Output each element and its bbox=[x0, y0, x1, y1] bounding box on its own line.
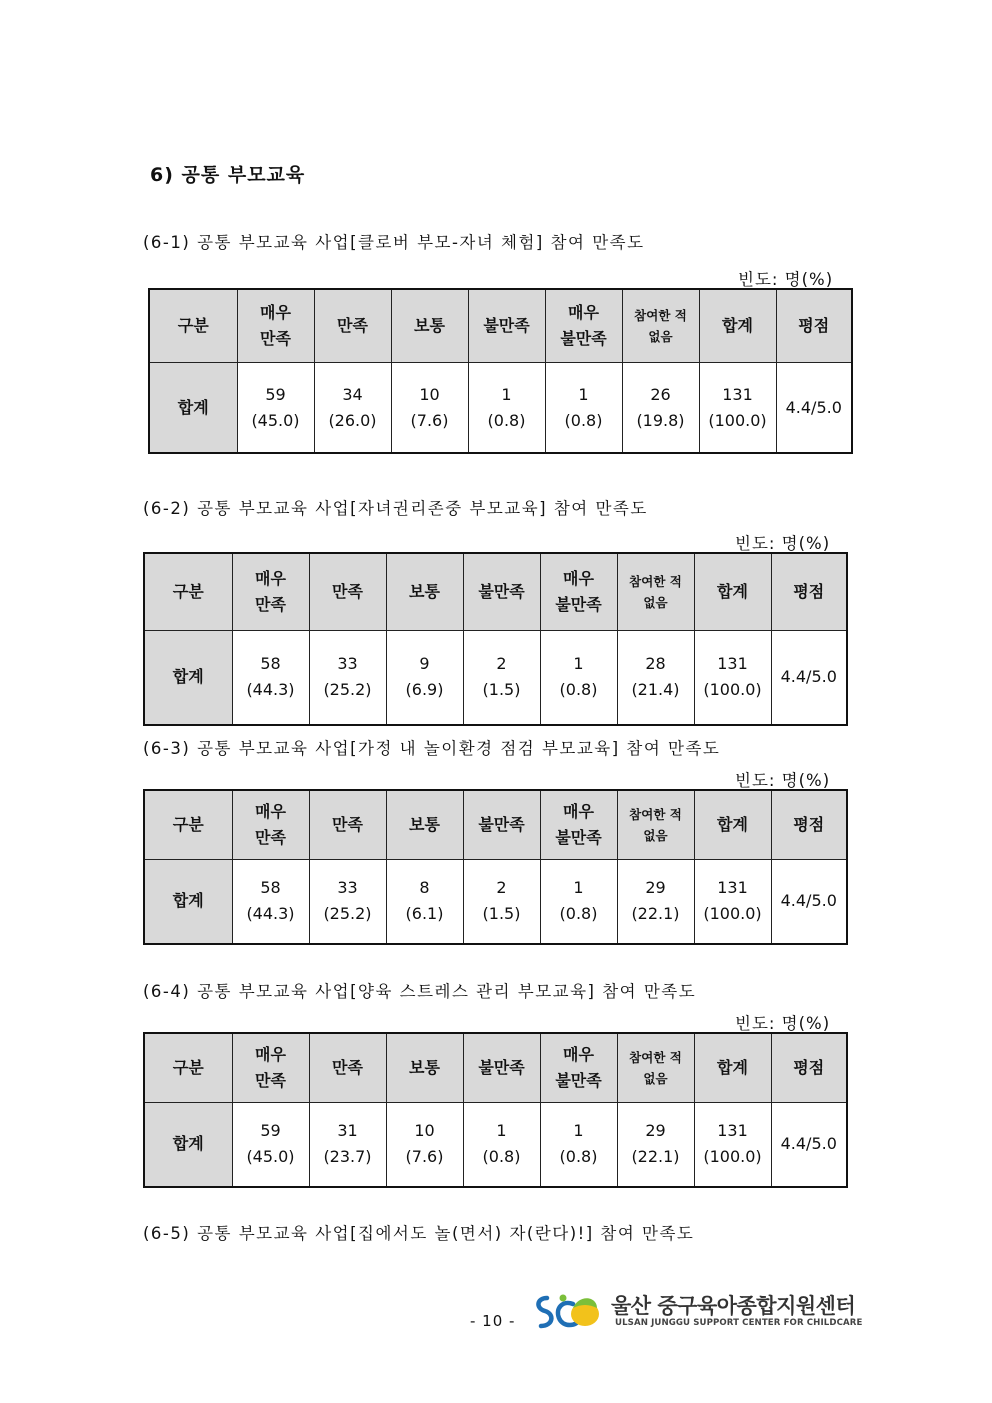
column-header bbox=[771, 790, 847, 859]
cell-percent: (45.0) bbox=[246, 1147, 295, 1167]
table-cell bbox=[232, 1102, 309, 1187]
column-header-line: 만족 bbox=[332, 1057, 363, 1077]
cell-count: 10 bbox=[419, 384, 440, 404]
cell-percent: (25.2) bbox=[323, 904, 372, 924]
cell-count: 8 bbox=[419, 878, 430, 898]
column-header-line: 참여한 적 bbox=[634, 308, 687, 324]
column-header bbox=[540, 790, 617, 859]
org-name-english: ULSAN JUNGGU SUPPORT CENTER FOR CHILDCARE bbox=[615, 1318, 863, 1328]
cell-percent: (0.8) bbox=[559, 1147, 598, 1167]
cell-count: 31 bbox=[337, 1121, 358, 1141]
row-label: 합계 bbox=[144, 630, 232, 725]
cell-count: 9 bbox=[419, 654, 430, 674]
table-cell bbox=[314, 363, 391, 453]
column-header bbox=[149, 289, 237, 363]
cell-percent: (7.6) bbox=[405, 1147, 444, 1167]
cell-percent: (19.8) bbox=[636, 410, 685, 430]
cell-count: 1 bbox=[578, 384, 589, 404]
table-cell bbox=[468, 363, 545, 453]
column-header-line: 매우 bbox=[255, 801, 286, 821]
cell-percent: (44.3) bbox=[246, 904, 295, 924]
column-header-line: 불만족 bbox=[555, 1070, 602, 1090]
cell-count: 1 bbox=[501, 384, 512, 404]
column-header-line: 만족 bbox=[260, 329, 291, 349]
table-cell bbox=[309, 630, 386, 725]
column-header-line: 만족 bbox=[332, 814, 363, 834]
column-header-line: 만족 bbox=[332, 581, 363, 601]
cell-count: 28 bbox=[645, 654, 666, 674]
column-header-line: 만족 bbox=[255, 1070, 286, 1090]
column-header-line: 참여한 적 bbox=[629, 573, 682, 589]
column-header bbox=[232, 1033, 309, 1102]
column-header-line: 매우 bbox=[563, 801, 594, 821]
column-header-line: 없음 bbox=[648, 329, 673, 345]
table-cell bbox=[617, 630, 694, 725]
cell-percent: (100.0) bbox=[703, 1147, 762, 1167]
table-caption: (6-3) 공통 부모교육 사업[가정 내 놀이환경 점검 부모교육] 참여 만족도 bbox=[143, 739, 721, 758]
table-header-row bbox=[144, 553, 847, 630]
org-name-korean: 울산 중구육아종합지원센터 bbox=[611, 1294, 856, 1318]
table-cell bbox=[309, 1102, 386, 1187]
table-cell bbox=[617, 859, 694, 944]
column-header bbox=[309, 1033, 386, 1102]
cell-percent: (22.1) bbox=[631, 1147, 680, 1167]
table-cell bbox=[545, 363, 622, 453]
table-cell bbox=[463, 1102, 540, 1187]
cell-percent: (1.5) bbox=[482, 680, 521, 700]
column-header bbox=[617, 553, 694, 630]
column-header-line: 구분 bbox=[172, 814, 204, 834]
cell-percent: (26.0) bbox=[328, 410, 377, 430]
table-cell bbox=[237, 363, 314, 453]
score-cell: 4.4/5.0 bbox=[771, 630, 847, 725]
table-cell bbox=[694, 630, 771, 725]
table-cell bbox=[463, 859, 540, 944]
column-header-line: 불만족 bbox=[560, 329, 607, 349]
column-header-line: 평점 bbox=[793, 1057, 825, 1077]
row-label: 합계 bbox=[144, 859, 232, 944]
table-cell bbox=[386, 859, 463, 944]
cell-percent: (1.5) bbox=[482, 904, 521, 924]
column-header bbox=[617, 1033, 694, 1102]
column-header-line: 보통 bbox=[414, 316, 445, 336]
column-header-line: 매우 bbox=[255, 568, 286, 588]
column-header-line: 없음 bbox=[643, 1070, 668, 1086]
cell-count: 34 bbox=[342, 384, 363, 404]
column-header-line: 구분 bbox=[172, 1057, 204, 1077]
table-cell bbox=[391, 363, 468, 453]
column-header bbox=[771, 553, 847, 630]
column-header bbox=[386, 1033, 463, 1102]
cell-count: 29 bbox=[645, 1121, 666, 1141]
column-header bbox=[232, 790, 309, 859]
cell-percent: (7.6) bbox=[410, 410, 449, 430]
cell-count: 1 bbox=[573, 1121, 584, 1141]
cell-percent: (0.8) bbox=[559, 904, 598, 924]
cell-count: 131 bbox=[717, 878, 748, 898]
column-header bbox=[617, 790, 694, 859]
column-header-line: 평점 bbox=[793, 814, 825, 834]
table-header-row bbox=[149, 289, 852, 363]
cell-count: 59 bbox=[260, 1121, 281, 1141]
column-header-line: 보통 bbox=[409, 1057, 440, 1077]
column-header bbox=[540, 553, 617, 630]
cell-count: 1 bbox=[496, 1121, 507, 1141]
cell-percent: (21.4) bbox=[631, 680, 680, 700]
column-header-line: 매우 bbox=[563, 568, 594, 588]
cell-count: 33 bbox=[337, 654, 358, 674]
column-header-line: 보통 bbox=[409, 581, 440, 601]
table-row bbox=[144, 859, 847, 944]
table-caption-6-5: (6-5) 공통 부모교육 사업[집에서도 놀(면서) 자(란다)!] 참여 만족도 bbox=[143, 1224, 695, 1243]
cell-count: 1 bbox=[573, 654, 584, 674]
cell-count: 29 bbox=[645, 878, 666, 898]
cell-percent: (23.7) bbox=[323, 1147, 372, 1167]
cell-percent: (0.8) bbox=[559, 680, 598, 700]
cell-count: 131 bbox=[717, 654, 748, 674]
cell-count: 10 bbox=[414, 1121, 435, 1141]
unit-label: 빈도: 명(%) bbox=[735, 534, 831, 553]
column-header-line: 불만족 bbox=[478, 581, 525, 601]
unit-label: 빈도: 명(%) bbox=[738, 270, 834, 289]
table-cell bbox=[232, 630, 309, 725]
column-header-line: 없음 bbox=[643, 594, 668, 610]
column-header bbox=[545, 289, 622, 363]
column-header bbox=[622, 289, 699, 363]
satisfaction-table bbox=[143, 552, 848, 726]
column-header bbox=[309, 790, 386, 859]
cell-count: 2 bbox=[496, 878, 507, 898]
cell-count: 26 bbox=[650, 384, 671, 404]
table-row bbox=[149, 363, 852, 453]
cell-count: 131 bbox=[722, 384, 753, 404]
cell-percent: (0.8) bbox=[487, 410, 526, 430]
column-header bbox=[468, 289, 545, 363]
table-caption: (6-2) 공통 부모교육 사업[자녀권리존중 부모교육] 참여 만족도 bbox=[143, 499, 648, 518]
column-header-line: 합계 bbox=[717, 581, 748, 601]
table-header-row bbox=[144, 790, 847, 859]
score-cell: 4.4/5.0 bbox=[771, 859, 847, 944]
column-header bbox=[540, 1033, 617, 1102]
cell-percent: (6.1) bbox=[405, 904, 444, 924]
cell-percent: (22.1) bbox=[631, 904, 680, 924]
cell-percent: (25.2) bbox=[323, 680, 372, 700]
row-label: 합계 bbox=[144, 1102, 232, 1187]
cell-count: 59 bbox=[265, 384, 286, 404]
cell-count: 33 bbox=[337, 878, 358, 898]
table-row bbox=[144, 1102, 847, 1187]
cell-percent: (100.0) bbox=[703, 680, 762, 700]
satisfaction-table bbox=[148, 288, 853, 454]
cell-count: 58 bbox=[260, 654, 281, 674]
column-header-line: 참여한 적 bbox=[629, 1049, 682, 1065]
table-cell bbox=[386, 1102, 463, 1187]
cell-count: 1 bbox=[573, 878, 584, 898]
cell-count: 2 bbox=[496, 654, 507, 674]
column-header-line: 불만족 bbox=[555, 827, 602, 847]
column-header-line: 매우 bbox=[563, 1044, 594, 1064]
table-cell bbox=[694, 1102, 771, 1187]
section-title: 6) 공통 부모교육 bbox=[150, 164, 306, 186]
column-header-line: 불만족 bbox=[478, 814, 525, 834]
column-header bbox=[694, 790, 771, 859]
column-header-line: 없음 bbox=[643, 827, 668, 843]
table-cell bbox=[309, 859, 386, 944]
column-header-line: 불만족 bbox=[478, 1057, 525, 1077]
column-header bbox=[391, 289, 468, 363]
page-number: - 10 - bbox=[470, 1312, 516, 1330]
org-logo-mark-icon bbox=[533, 1290, 609, 1334]
column-header bbox=[386, 790, 463, 859]
column-header bbox=[232, 553, 309, 630]
table-cell bbox=[699, 363, 776, 453]
column-header-line: 만족 bbox=[337, 316, 368, 336]
column-header-line: 매우 bbox=[255, 1044, 286, 1064]
column-header bbox=[314, 289, 391, 363]
column-header-line: 구분 bbox=[172, 581, 204, 601]
column-header-line: 만족 bbox=[255, 827, 286, 847]
cell-count: 131 bbox=[717, 1121, 748, 1141]
column-header bbox=[463, 553, 540, 630]
column-header-line: 만족 bbox=[255, 594, 286, 614]
table-cell bbox=[694, 859, 771, 944]
score-cell: 4.4/5.0 bbox=[771, 1102, 847, 1187]
table-cell bbox=[463, 630, 540, 725]
cell-percent: (0.8) bbox=[482, 1147, 521, 1167]
column-header-line: 불만족 bbox=[555, 594, 602, 614]
column-header-line: 평점 bbox=[793, 581, 825, 601]
table-row bbox=[144, 630, 847, 725]
table-cell bbox=[386, 630, 463, 725]
cell-percent: (100.0) bbox=[708, 410, 767, 430]
table-caption: (6-1) 공통 부모교육 사업[클로버 부모-자녀 체험] 참여 만족도 bbox=[143, 233, 645, 252]
column-header bbox=[699, 289, 776, 363]
cell-percent: (0.8) bbox=[564, 410, 603, 430]
column-header-line: 매우 bbox=[568, 303, 599, 323]
column-header bbox=[776, 289, 852, 363]
column-header-line: 구분 bbox=[177, 316, 209, 336]
column-header-line: 평점 bbox=[798, 316, 830, 336]
score-cell: 4.4/5.0 bbox=[776, 363, 852, 453]
table-caption: (6-4) 공통 부모교육 사업[양육 스트레스 관리 부모교육] 참여 만족도 bbox=[143, 982, 697, 1001]
table-cell bbox=[540, 859, 617, 944]
column-header bbox=[463, 1033, 540, 1102]
cell-percent: (44.3) bbox=[246, 680, 295, 700]
table-cell bbox=[622, 363, 699, 453]
column-header bbox=[771, 1033, 847, 1102]
column-header bbox=[144, 553, 232, 630]
column-header bbox=[463, 790, 540, 859]
satisfaction-table bbox=[143, 1032, 848, 1188]
column-header-line: 합계 bbox=[717, 1057, 748, 1077]
column-header-line: 불만족 bbox=[483, 316, 530, 336]
column-header bbox=[144, 790, 232, 859]
column-header-line: 참여한 적 bbox=[629, 806, 682, 822]
table-cell bbox=[540, 1102, 617, 1187]
org-logo bbox=[533, 1288, 863, 1336]
column-header bbox=[237, 289, 314, 363]
table-cell bbox=[232, 859, 309, 944]
row-label: 합계 bbox=[149, 363, 237, 453]
column-header bbox=[144, 1033, 232, 1102]
table-header-row bbox=[144, 1033, 847, 1102]
column-header bbox=[694, 1033, 771, 1102]
cell-percent: (45.0) bbox=[251, 410, 300, 430]
column-header-line: 매우 bbox=[260, 303, 291, 323]
column-header-line: 합계 bbox=[717, 814, 748, 834]
table-cell bbox=[617, 1102, 694, 1187]
unit-label: 빈도: 명(%) bbox=[735, 1014, 831, 1033]
column-header-line: 합계 bbox=[722, 316, 753, 336]
cell-percent: (6.9) bbox=[405, 680, 444, 700]
table-cell bbox=[540, 630, 617, 725]
unit-label: 빈도: 명(%) bbox=[735, 771, 831, 790]
column-header bbox=[309, 553, 386, 630]
column-header-line: 보통 bbox=[409, 814, 440, 834]
column-header bbox=[386, 553, 463, 630]
cell-count: 58 bbox=[260, 878, 281, 898]
cell-percent: (100.0) bbox=[703, 904, 762, 924]
satisfaction-table bbox=[143, 789, 848, 945]
column-header bbox=[694, 553, 771, 630]
